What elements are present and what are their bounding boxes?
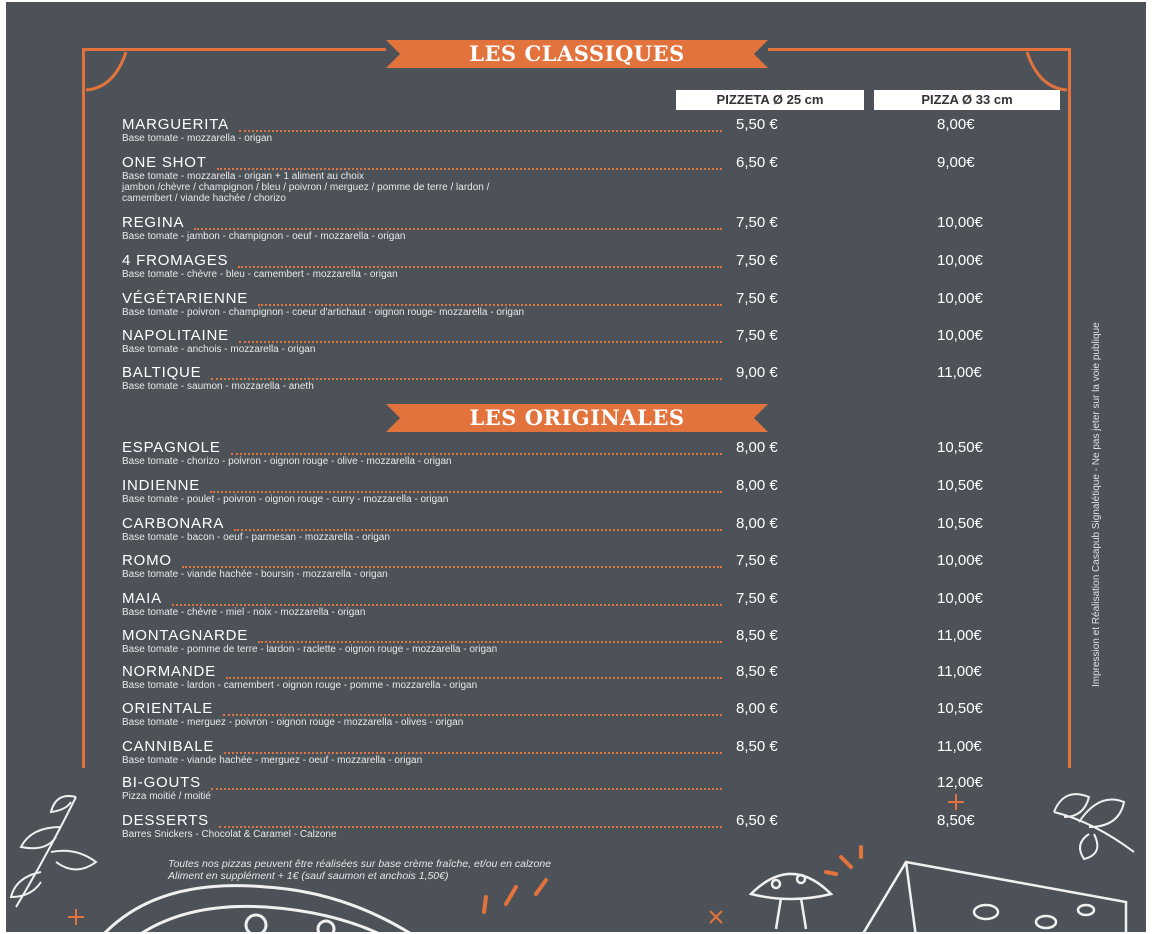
item-name: BALTIQUE [122,364,202,381]
item-name: REGINA [122,214,185,231]
item-name: CARBONARA [122,515,225,532]
dot-leader [219,816,722,828]
price-pizzeta: 8,50 € [736,663,778,680]
item-name: 4 FROMAGES [122,252,229,269]
frame-left-line [82,48,85,768]
dot-leader [258,294,722,306]
description-line: Pizza moitié / moitié [122,791,211,802]
price-pizza: 10,00€ [937,590,983,607]
dot-leader [194,218,722,230]
item-name: NORMANDE [122,663,216,680]
item-description [122,680,477,691]
price-pizzeta: 8,50 € [736,738,778,755]
description-line: Base tomate - chèvre - miel - noix - mozzarella - origan [122,607,366,618]
description-line: Barres Snickers - Chocolat & Caramel - Calzone [122,829,337,840]
item-description [122,494,448,505]
description-line: Base tomate - chorizo - poivron - oignon rouge - olive - mozzarella - origan [122,456,452,467]
section-banner-originales [386,404,768,432]
price-pizzeta: 7,50 € [736,252,778,269]
price-pizzeta: 8,00 € [736,515,778,532]
dot-leader [226,667,722,679]
item-name: BI-GOUTS [122,774,201,791]
section-title-classiques: LES CLASSIQUES [469,41,685,66]
price-pizza: 11,00€ [937,364,982,381]
item-description [122,171,489,204]
description-line: Base tomate - poulet - poivron - oignon rouge - curry - mozzarella - origan [122,494,449,505]
description-line: jambon /chèvre / champignon / bleu / poivron / merguez / pomme de terre / lardon / [122,182,490,193]
orange-sparkles-icon [456,842,876,932]
item-description [122,569,388,580]
description-line: Base tomate - anchois - mozzarella - origan [122,344,316,355]
description-line: Base tomate - merguez - poivron - oignon rouge - mozzarella - olives - origan [122,717,464,728]
item-name: ROMO [122,552,172,569]
price-pizza: 10,50€ [937,477,983,494]
price-pizza: 8,50€ [937,812,975,829]
item-description [122,231,405,242]
pizza-slice-icon [96,877,426,932]
dot-leader [234,519,722,531]
dot-leader [217,158,722,170]
dot-leader [258,631,722,643]
dot-leader [239,120,722,132]
item-name: DESSERTS [122,812,209,829]
price-pizza: 11,00€ [937,738,982,755]
description-line: Base tomate - chèvre - bleu - camembert - mozzarella - origan [122,269,398,280]
column-header-pizzeta: PIZZETA Ø 25 cm [676,90,864,110]
item-description [122,755,422,766]
dot-leader [238,256,722,268]
price-pizza: 11,00€ [937,627,982,644]
item-name: MONTAGNARDE [122,627,249,644]
item-name: MAIA [122,590,162,607]
price-pizza: 8,00€ [937,116,975,133]
item-name: ESPAGNOLE [122,439,221,456]
dot-leader [182,556,722,568]
price-pizzeta: 6,50 € [736,812,778,829]
price-pizza: 10,50€ [937,515,983,532]
price-pizza: 12,00€ [937,774,983,791]
item-name: CANNIBALE [122,738,215,755]
description-line: Base tomate - mozzarella - origan [122,133,273,144]
price-pizza: 9,00€ [937,154,975,171]
menu-board [6,2,1146,932]
item-description [122,717,463,728]
dot-leader [239,331,722,343]
price-pizzeta: 8,00 € [736,439,778,456]
description-line: Base tomate - lardon - camembert - oignon rouge - pomme - mozzarella - origan [122,680,478,691]
star-icon [946,792,966,812]
description-line: Base tomate - jambon - champignon - oeuf - mozzarella - origan [122,231,406,242]
price-pizza: 10,00€ [937,214,983,231]
item-name: MARGUERITA [122,116,229,133]
price-pizza: 10,00€ [937,552,983,569]
price-pizzeta: 8,00 € [736,700,778,717]
price-pizzeta: 8,00 € [736,477,778,494]
price-pizza: 10,50€ [937,700,983,717]
frame-corner-left [84,50,164,100]
description-line: Base tomate - poivron - champignon - coeur d'artichaut - oignon rouge- mozzarella - origan [122,307,525,318]
price-pizzeta: 9,00 € [736,364,778,381]
printer-credit: Impression et Réalisation Casapub Signalétique - Ne pas jeter sur la voie publique [1091,322,1102,687]
price-pizzeta: 7,50 € [736,327,778,344]
item-description [122,133,272,144]
dot-leader [223,704,722,716]
price-pizzeta: 6,50 € [736,154,778,171]
description-line: Base tomate - mozzarella - origan + 1 aliment au choix [122,171,365,182]
column-header-pizza: PIZZA Ø 33 cm [874,90,1060,110]
price-pizza: 11,00€ [937,663,982,680]
item-description [122,307,524,318]
note-line-2: Aliment en supplément + 1€ (sauf saumon et anchois 1,50€) [168,870,449,882]
dot-leader [211,778,722,790]
item-description [122,829,337,840]
price-pizzeta: 7,50 € [736,214,778,231]
price-pizzeta: 7,50 € [736,290,778,307]
note-line-1: Toutes nos pizzas peuvent être réalisées sur base crème fraîche, et/ou en calzone [168,858,552,870]
item-name: VÉGÉTARIENNE [122,290,249,307]
dot-leader [231,443,722,455]
section-banner-classiques [386,40,768,68]
item-name: INDIENNE [122,477,201,494]
price-pizzeta: 8,50 € [736,627,778,644]
frame-right-line [1068,48,1071,768]
star-icon [706,907,726,927]
item-description [122,456,452,467]
item-description [122,791,211,802]
item-name: ONE SHOT [122,154,207,171]
price-pizza: 10,00€ [937,327,983,344]
item-description [122,644,497,655]
price-pizzeta: 7,50 € [736,590,778,607]
price-pizzeta: 5,50 € [736,116,778,133]
price-pizza: 10,50€ [937,439,983,456]
item-description [122,381,314,392]
description-line: Base tomate - viande hachée - merguez - oeuf - mozzarella - origan [122,755,423,766]
dot-leader [172,594,722,606]
item-description [122,344,315,355]
section-title-originales: LES ORIGINALES [469,405,685,430]
item-description [122,607,365,618]
price-pizza: 10,00€ [937,290,983,307]
star-icon [66,907,86,927]
dot-leader [211,368,722,380]
cheese-icon [856,832,1136,932]
price-pizza: 10,00€ [937,252,983,269]
description-line: Base tomate - bacon - oeuf - parmesan - mozzarella - origan [122,532,390,543]
item-description [122,269,398,280]
description-line: camembert / viande hachée / chorizo [122,193,286,204]
description-line: Base tomate - pomme de terre - lardon - raclette - oignon rouge - mozzarella - origan [122,644,498,655]
price-pizzeta: 7,50 € [736,552,778,569]
item-name: NAPOLITAINE [122,327,229,344]
dot-leader [210,481,722,493]
item-description [122,532,390,543]
description-line: Base tomate - saumon - mozzarella - aneth [122,381,314,392]
dot-leader [224,742,722,754]
item-name: ORIENTALE [122,700,214,717]
description-line: Base tomate - viande hachée - boursin - mozzarella - origan [122,569,388,580]
